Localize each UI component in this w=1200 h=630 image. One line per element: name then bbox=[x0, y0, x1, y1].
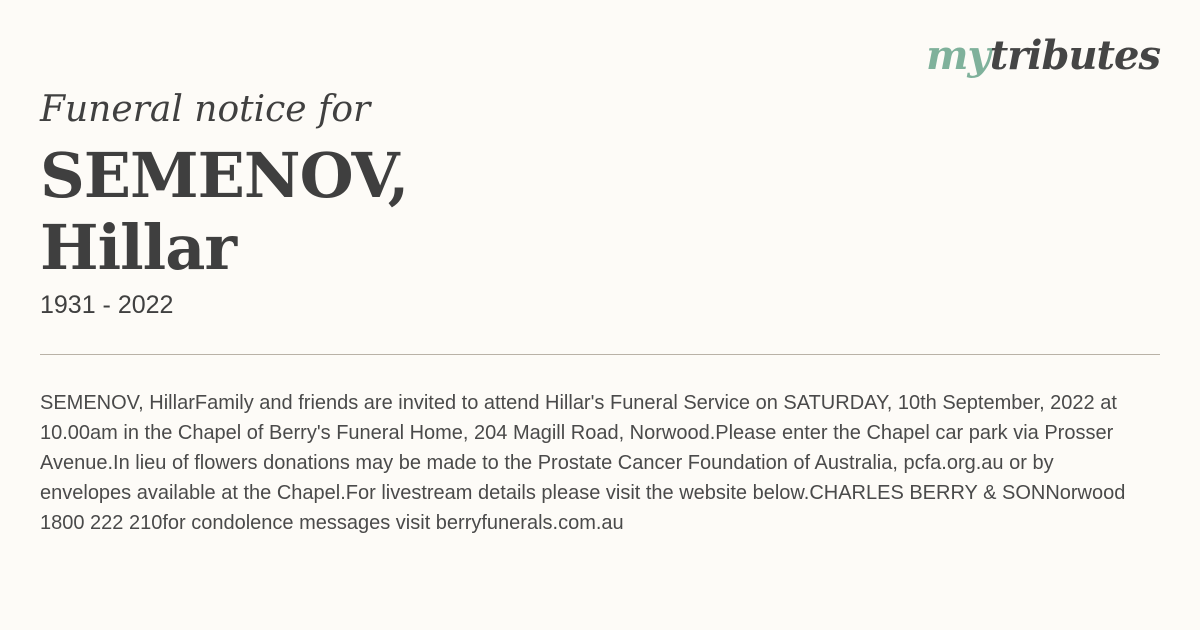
logo-suffix: tributes bbox=[989, 32, 1160, 79]
notice-kicker: Funeral notice for bbox=[40, 89, 371, 130]
notice-text: SEMENOV, HillarFamily and friends are invited to attend Hillar's Funeral Service on SATURDAY, 10th September, 2022 at 10.00am in the Chapel of Berry's Funeral Home, 204 Magill Road, Norwood.Please enter the Chapel car park via Prosser Avenue.In lieu of flowers donations may be made to the Prostate Cancer Foundation of Australia, pcfa.org.au or by envelopes available at the Chapel.For livestream details please visit the website below.CHARLES BERRY & SONNorwood 1800 222 210for condolence messages visit berryfunerals.com.au bbox=[40, 392, 1126, 534]
logo-prefix: my bbox=[926, 32, 990, 79]
deceased-name bbox=[40, 140, 408, 284]
surname: SEMENOV, bbox=[40, 139, 409, 212]
funeral-notice-card bbox=[40, 0, 1160, 630]
divider bbox=[40, 354, 1160, 355]
mytributes-logo[interactable] bbox=[926, 32, 1160, 79]
given-name: Hillar bbox=[40, 211, 237, 284]
life-years: 1931 - 2022 bbox=[40, 291, 174, 319]
